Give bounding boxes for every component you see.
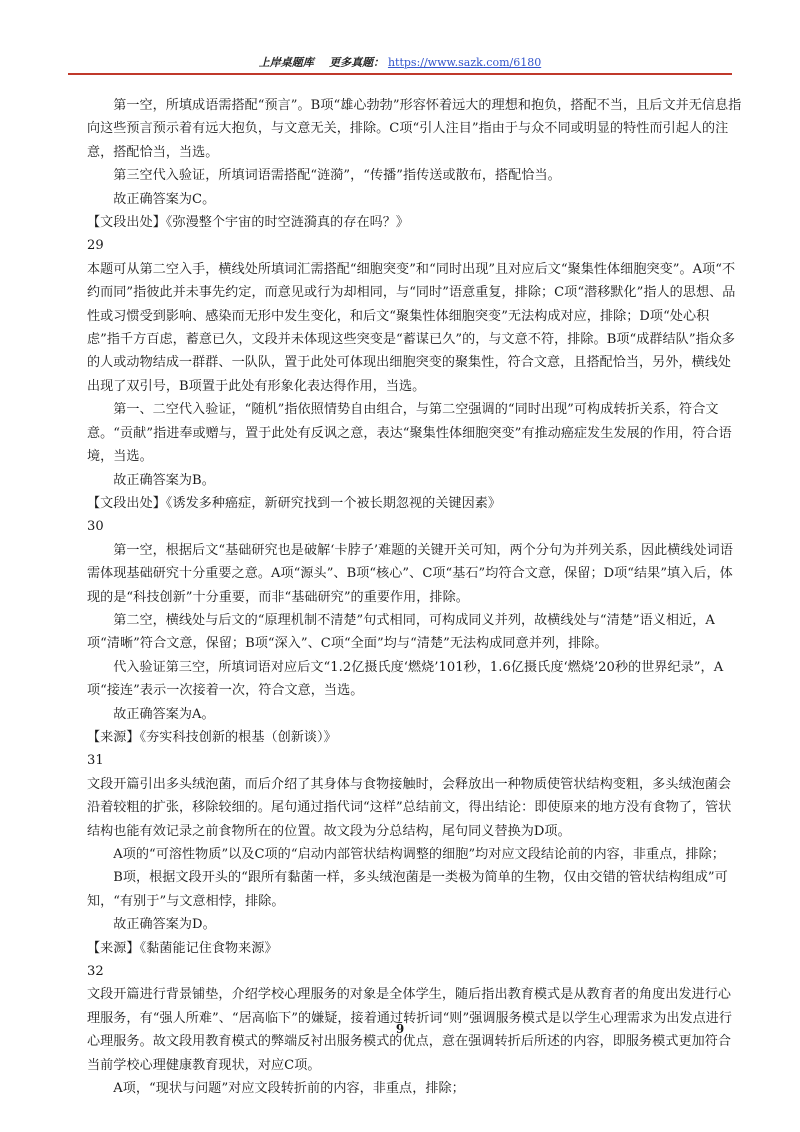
header-link[interactable]: https://www.sazk.com/6180 <box>387 56 542 69</box>
page-number: 9 <box>395 1022 405 1036</box>
question-number: 30 <box>87 519 104 535</box>
paragraph: 故正确答案为D。 <box>113 917 216 933</box>
paragraph: 文段开篇引出多头绒泡菌，而后介绍了其身体与食物接触时，会释放出一种物质使管状结构变粗，多头绒泡菌会沿着较粗的扩张，移除较细的。尾句通过指代词“这样”总结前文，得出结论：即使原来的地方没有食物了，管状结构也能有效记录之前食物所在的位置。故文段为分总结构，尾句同义替换为D项。 <box>87 776 732 839</box>
paragraph: 文段开篇进行背景铺垫，介绍学校心理服务的对象是全体学生，随后指出教育模式是从教育者的角度出发进行心理服务，有“强人所难”、“居高临下”的嫌疑，接着通过转折词“则”强调服务模式是以学生心理需求为出发点进行心理服务。故文段用教育模式的弊端反衬出服务模式的优点，意在强调转折后所述的内容，即服务模式更加符合当前学校心理健康教育现状，对应C项。 <box>87 987 733 1073</box>
question-number: 31 <box>87 753 104 769</box>
paragraph: A项的“可溶性物质”以及C项的“启动内部管状结构调整的细胞”均对应文段结论前的内容，非重点，排除； <box>113 847 725 862</box>
source-citation: 【文段出处】《弥漫整个宇宙的时空涟漪真的存在吗？》 <box>87 215 410 231</box>
header-rule <box>68 73 732 75</box>
paragraph: 故正确答案为A。 <box>113 706 215 722</box>
paragraph: 第二空，横线处与后文的“原理机制不清楚”句式相同，可构成同义并列，故横线处与“清楚”语义相近，A项“清晰”符合文意，保留；B项“深入”、C项“全面”均与“清楚”无法构成同意并列，排除。 <box>87 612 715 652</box>
question-number: 32 <box>87 964 104 980</box>
paragraph: B项，根据文段开头的“跟所有黏菌一样，多头绒泡菌是一类极为简单的生物，仅由交错的管状结构组成”可知，“有别于”与文意相悖，排除。 <box>87 870 728 909</box>
source-citation: 【来源】《黏菌能记住食物来源》 <box>87 940 278 956</box>
page-header <box>0 54 800 70</box>
paragraph: 代入验证第三空，所填词语对应后文“1.2亿摄氏度‘燃烧’101秒，1.6亿摄氏度‘燃烧’20秒的世界纪录”，A项“接连”表示一次接着一次，符合文意，当选。 <box>87 659 724 699</box>
question-number: 29 <box>87 238 104 254</box>
paragraph: A项，“现状与问题”对应文段转折前的内容，非重点，排除； <box>113 1081 465 1097</box>
source-citation: 【文段出处】《诱发多种癌症，新研究找到一个被长期忽视的关键因素》 <box>87 495 502 511</box>
paragraph: 第一空，所填成语需搭配“预言”。B项“雄心勃勃”形容怀着远大的理想和抱负，搭配不当，且后文并无信息指向这些预言预示着有远大抱负，与文意无关，排除。C项“引人注目”指由于与众不同或明显的特性而引起人的注意，搭配恰当，当选。 <box>87 98 742 160</box>
paragraph: 故正确答案为C。 <box>113 191 216 207</box>
site-label: 上岸桌题库 <box>258 56 314 69</box>
more-label: 更多真题： <box>329 56 385 69</box>
paragraph: 第一空，根据后文“基础研究也是破解‘卡脖子’难题的关键开关可知，两个分句为并列关系，因此横线处词语需体现基础研究十分重要之意。A项“源头”、B项“核心”、C项“基石”均符合文意，保留；D项“结果”填入后，体现的是“科技创新”十分重要，而非“基础研究”的重要作用，排除。 <box>87 542 733 605</box>
paragraph: 故正确答案为B。 <box>113 472 215 488</box>
paragraph: 第一、二空代入验证，“随机”指依照情势自由组合，与第二空强调的“同时出现”可构成转折关系，符合文意。“贡献”指进奉或赠与，置于此处有反讽之意，表达“聚集性体细胞突变”有推动癌症发生发展的作用，符合语境，当选。 <box>87 402 732 465</box>
paragraph: 第三空代入验证，所填词语需搭配“涟漪”，“传播”指传送或散布，搭配恰当。 <box>113 168 561 184</box>
source-citation: 【来源】《夯实科技创新的根基（创新谈）》 <box>87 729 337 745</box>
document-body <box>87 94 742 1100</box>
paragraph: 本题可从第二空入手，横线处所填词汇需搭配“细胞突变”和“同时出现”且对应后文“聚集性体细胞突变”。A项“不约而同”指彼此并未事先约定，而意见或行为却相同，与“同时”语意重复，排除；C项“潜移默化”指人的思想、品性或习惯受到影响、感染而无形中发生变化，和后文“聚集性体细胞突变”无法构成对应，排除；D项“处心积虑”指千方百虑，蓄意已久，文段并未体现这些突变是“蓄谋已久”的，与文意不符，排除。B项“成群结队”指众多的人或动物结成一群群、一队队，置于此处可体现出细胞突变的聚集性，符合文意，且搭配恰当，另外，横线处出现了双引号，B项置于此处有形象化表达得作用，当选。 <box>87 261 736 394</box>
